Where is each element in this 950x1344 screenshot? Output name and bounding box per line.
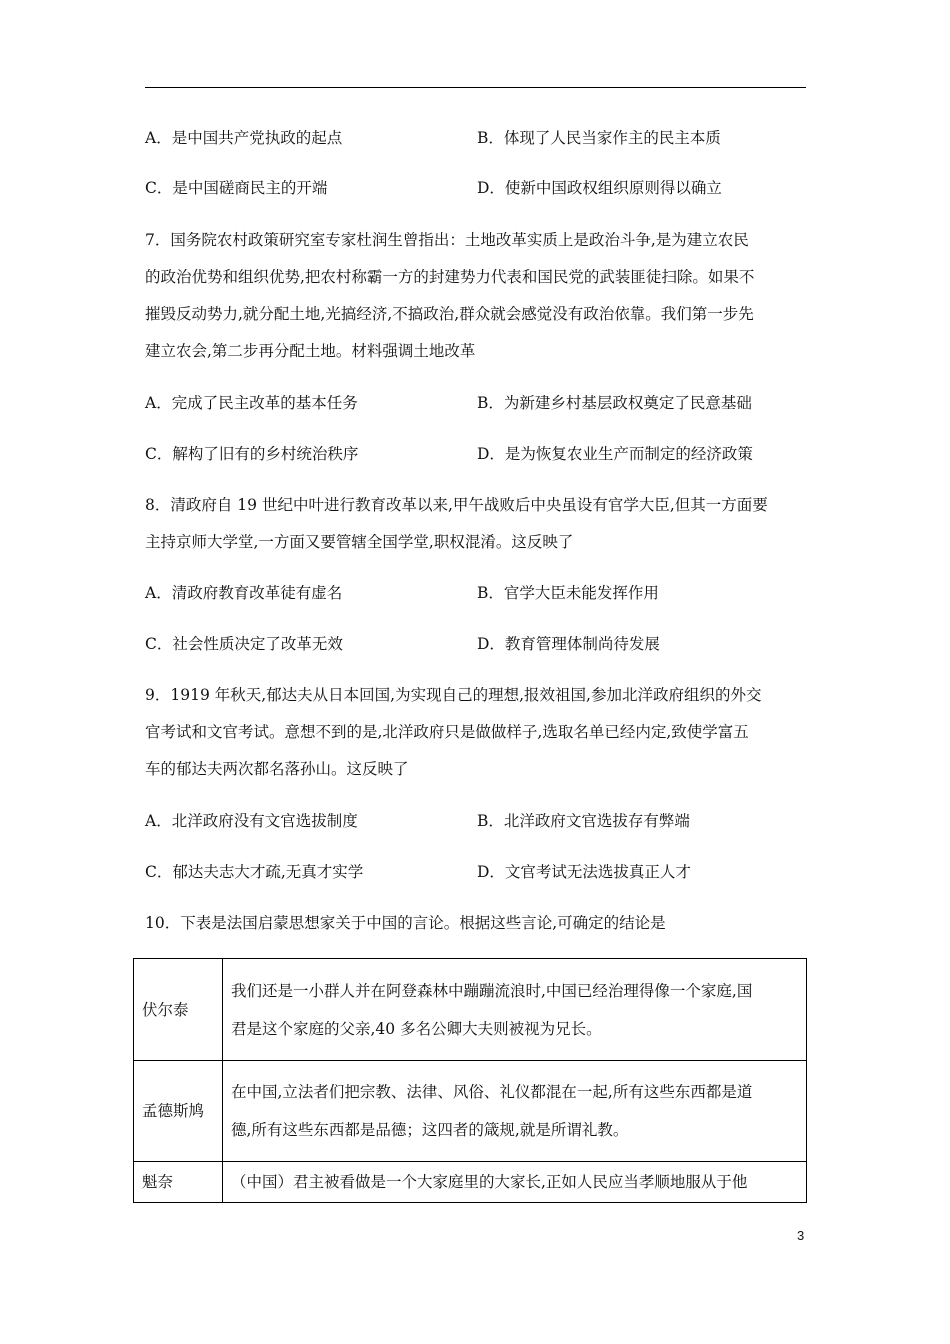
quote-line: （中国）君主被看做是一个大家庭里的大家长,正如人民应当孝顺地服从于他 (231, 1173, 748, 1191)
q9-stem (145, 685, 806, 779)
q7-option-d: D．是为恢复农业生产而制定的经济政策 (477, 445, 753, 463)
q8-option-c: C．社会性质决定了改革无效 (145, 635, 343, 653)
q7-stem-line: 摧毁反动势力,就分配土地,光搞经济,不搞政治,群众就会感觉没有政治依靠。我们第一步先 (145, 305, 754, 323)
quote-line: 在中国,立法者们把宗教、法律、风俗、礼仪都混在一起,所有这些东西都是道 (231, 1083, 753, 1101)
thinker-name: 伏尔泰 (134, 959, 223, 1061)
q9-option-c: C．郁达夫志大才疏,无真才实学 (145, 863, 364, 881)
q9-option-a: A．北洋政府没有文官选拔制度 (145, 812, 358, 830)
quote-cell (223, 1162, 807, 1203)
q6-option-a: A．是中国共产党执政的起点 (145, 129, 343, 147)
q8-option-d: D．教育管理体制尚待发展 (477, 635, 660, 653)
page-number: 3 (797, 1228, 805, 1243)
q10-stem: 10．下表是法国启蒙思想家关于中国的言论。根据这些言论,可确定的结论是 (145, 914, 666, 932)
quote-cell (223, 1061, 807, 1162)
q8-option-a: A．清政府教育改革徒有虚名 (145, 584, 343, 602)
q7-stem-line: 的政治优势和组织优势,把农村称霸一方的封建势力代表和国民党的武装匪徒扫除。如果不 (145, 268, 755, 286)
q7-option-c: C．解构了旧有的乡村统治秩序 (145, 445, 359, 463)
q7-option-a: A．完成了民主改革的基本任务 (145, 394, 358, 412)
q9-stem-line: 官考试和文官考试。意想不到的是,北洋政府只是做做样子,选取名单已经内定,致使学富五 (145, 723, 749, 741)
q8-stem (145, 495, 806, 552)
q6-option-b: B．体现了人民当家作主的民主本质 (477, 129, 721, 147)
q9-option-b: B．北洋政府文官选拔存有弊端 (477, 812, 690, 830)
q8-stem-line: 8．清政府自 19 世纪中叶进行教育改革以来,甲午战败后中央虽设有官学大臣,但其一方面要 (145, 496, 768, 514)
q9-stem-line: 车的郁达夫两次都名落孙山。这反映了 (145, 760, 409, 778)
quote-line: 君是这个家庭的父亲,40 多名公卿大夫则被视为兄长。 (231, 1019, 602, 1038)
thinker-name: 魁奈 (134, 1162, 223, 1203)
table-row (134, 959, 807, 1061)
q7-stem (145, 230, 806, 361)
q9-option-d: D．文官考试无法选拔真正人才 (477, 863, 691, 881)
q9-stem-line: 9．1919 年秋天,郁达夫从日本回国,为实现自己的理想,报效祖国,参加北洋政府组织的外交 (145, 686, 762, 704)
table-row (134, 1162, 807, 1203)
table-row (134, 1061, 807, 1162)
q7-stem-line: 7．国务院农村政策研究室专家杜润生曾指出：土地改革实质上是政治斗争,是为建立农民 (145, 231, 749, 249)
quote-cell (223, 959, 807, 1061)
q7-option-b: B．为新建乡村基层政权奠定了民意基础 (477, 394, 752, 412)
quote-line: 我们还是一小群人并在阿登森林中蹦蹦流浪时,中国已经治理得像一个家庭,国 (231, 981, 753, 1000)
thinker-name: 孟德斯鸠 (134, 1061, 223, 1162)
quote-line: 德,所有这些东西都是品德；这四者的箴规,就是所谓礼教。 (231, 1121, 629, 1139)
q10-quote-table (133, 958, 807, 1203)
q8-stem-line: 主持京师大学堂,一方面又要管辖全国学堂,职权混淆。这反映了 (145, 533, 574, 551)
q7-stem-line: 建立农会,第二步再分配土地。材料强调土地改革 (145, 342, 476, 360)
q8-option-b: B．官学大臣未能发挥作用 (477, 584, 659, 602)
header-rule (145, 87, 806, 88)
q6-option-d: D．使新中国政权组织原则得以确立 (477, 179, 722, 197)
q6-option-c: C．是中国磋商民主的开端 (145, 179, 328, 197)
